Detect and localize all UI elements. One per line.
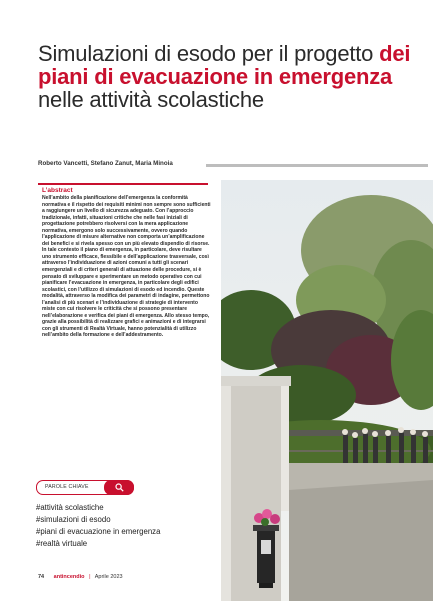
title-highlight: dei piani di evacuazione in emergenza [38, 41, 411, 89]
search-button[interactable] [104, 480, 134, 495]
magazine-name: antincendio [53, 574, 85, 580]
title-part2: nelle attività scolastiche [38, 87, 264, 112]
issue-date: Aprile 2023 [94, 574, 123, 580]
keyword-item: #realtà virtuale [36, 539, 88, 548]
authors-row [38, 160, 428, 172]
photo-illustration [221, 180, 433, 601]
keywords-list [36, 502, 160, 550]
school-courtyard-photo [221, 180, 433, 601]
authors: Roberto Vancetti, Stefano Zanut, Maria Minoia [38, 160, 173, 167]
search-icon [115, 483, 124, 492]
article-title [38, 42, 428, 111]
keyword-item: #piani di evacuazione in emergenza [36, 527, 161, 536]
abstract-label: L’abstract [42, 187, 73, 194]
abstract-text: Nell’ambito della pianificazione dell’emergenza la conformità normativa e il rispetto dei requisiti minimi non sempre sono sufficienti a raggiungere un livello di sicurezza adeguato. Con l’approccio tradizionale, infatti, situazioni critiche che nelle fasi iniziali di progettazione potrebbero risolversi con la mera applicazione normativa, emergono solo successivamente, ovvero quando l’applicazione di misure alternative non comporta un’amplificazione dei benefici e si rivela spesso con un più elevato dispendio di risorse. In tale contesto il piano di emergenza, in particolare, deve risultare uno strumento efficace, flessibile e dell’applicazione trasversale, così attraverso l’individuazione di azioni comuni a tutti gli scenari emergenziali e di criteri generali di attuazione delle procedure, si è pensato di sviluppare e sperimentare un metodo operativo con cui pianificare l’evacuazione in emergenza, in particolare degli edifici scolastici, con l’utilizzo di simulazioni di esodo ed incendio. Queste modalità, attraverso la modifica dei parametri di indagine, permettono l’analisi di più scenari e l’individuazione di strategie di intervento miste con cui risolvere le criticità che si possono presentare nell’elaborazione e verifica dei piani di emergenza. Allo stesso tempo, grazie alla possibilità di realizzare grafici e animazioni e di integrarsi con gli strumenti di Realtà Virtuale, hanno potenzialità di utilizzo nell’ambito della formazione e dell’addestramento. [42, 195, 211, 339]
authors-divider [206, 164, 428, 167]
keyword-item: #simulazioni di esodo [36, 515, 111, 524]
title-part1: Simulazioni di esodo per il progetto [38, 41, 380, 66]
keywords-search-box[interactable] [36, 480, 134, 495]
abstract-divider [38, 183, 208, 185]
page-footer [38, 574, 123, 580]
page-number: 74 [38, 574, 45, 580]
footer-separator: | [89, 574, 91, 580]
keyword-item: #attività scolastiche [36, 503, 104, 512]
keywords-label: PAROLE CHIAVE [45, 484, 89, 490]
